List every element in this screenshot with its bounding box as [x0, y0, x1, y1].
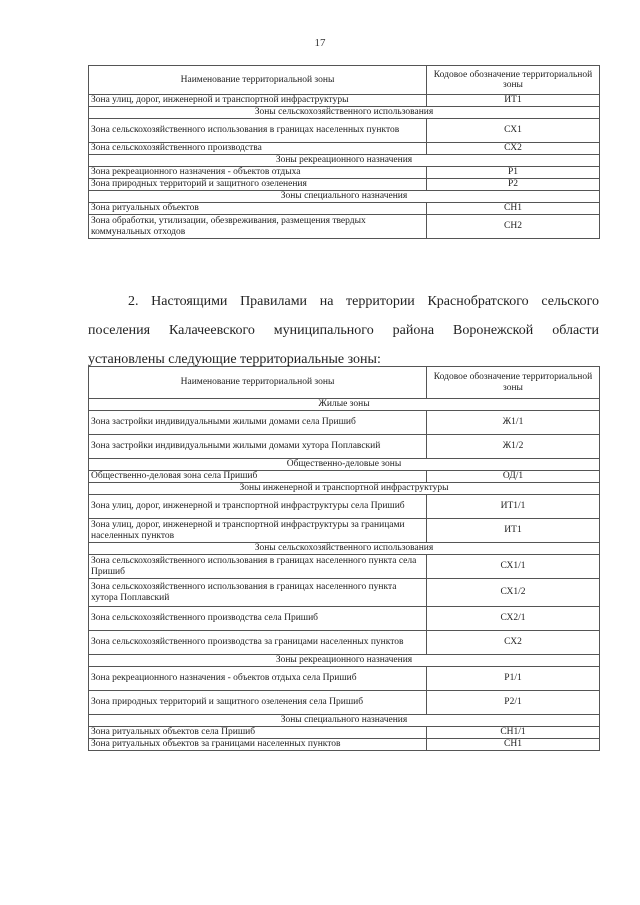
zone-code: Р1 — [427, 167, 600, 179]
zone-name: Зона улиц, дорог, инженерной и транспортной инфраструктуры села Пришиб — [89, 495, 427, 519]
zone-name: Зона сельскохозяйственного использования в границах населенного пункта хутора Поплавский — [89, 579, 427, 607]
zone-name: Зона сельскохозяйственного производства — [89, 143, 427, 155]
table-row — [89, 435, 600, 459]
table-row — [89, 411, 600, 435]
table-row — [89, 555, 600, 579]
zone-code: СН1/1 — [427, 727, 600, 739]
zone-code: СХ2/1 — [427, 607, 600, 631]
section-row — [89, 107, 600, 119]
zone-code: Ж1/2 — [427, 435, 600, 459]
zone-name: Зона ритуальных объектов за границами населенных пунктов — [89, 739, 427, 751]
zone-code: Ж1/1 — [427, 411, 600, 435]
section-title: Зоны сельскохозяйственного использования — [89, 107, 600, 119]
zone-name: Зона сельскохозяйственного производства села Пришиб — [89, 607, 427, 631]
section-title: Зоны специального назначения — [89, 715, 600, 727]
table-row — [89, 691, 600, 715]
section-row — [89, 191, 600, 203]
table-row — [89, 143, 600, 155]
table-header-row — [89, 367, 600, 399]
zone-code: Р2/1 — [427, 691, 600, 715]
zone-name: Зона сельскохозяйственного использования в границах населенного пункта села Пришиб — [89, 555, 427, 579]
section-title: Зоны сельскохозяйственного использования — [89, 543, 600, 555]
table-row — [89, 179, 600, 191]
section-title: Зоны специального назначения — [89, 191, 600, 203]
section-row — [89, 155, 600, 167]
zone-name: Зона улиц, дорог, инженерной и транспортной инфраструктуры за границами населенных пунктов — [89, 519, 427, 543]
page-number: 17 — [314, 37, 326, 49]
zone-code: СХ2 — [427, 631, 600, 655]
zone-code: СХ1 — [427, 119, 600, 143]
zone-name: Зона рекреационного назначения - объектов отдыха села Пришиб — [89, 667, 427, 691]
table-row — [89, 215, 600, 239]
zone-name: Зона ритуальных объектов — [89, 203, 427, 215]
zone-code: ИТ1/1 — [427, 495, 600, 519]
table-row — [89, 739, 600, 751]
section-title: Зоны рекреационного назначения — [89, 655, 600, 667]
table-header-row — [89, 66, 600, 95]
section-title: Общественно-деловые зоны — [89, 459, 600, 471]
zone-name: Зона застройки индивидуальными жилыми домами села Пришиб — [89, 411, 427, 435]
zone-code: Р1/1 — [427, 667, 600, 691]
section-title: Жилые зоны — [89, 399, 600, 411]
header-zone-code: Кодовое обозначение территориальной зоны — [427, 367, 600, 399]
zone-name: Зона застройки индивидуальными жилыми домами хутора Поплавский — [89, 435, 427, 459]
table-row — [89, 727, 600, 739]
section-row — [89, 543, 600, 555]
table-row — [89, 631, 600, 655]
zone-code: СХ1/2 — [427, 579, 600, 607]
zone-code: СХ1/1 — [427, 555, 600, 579]
table-row — [89, 119, 600, 143]
zones-table-2 — [88, 366, 600, 751]
zone-code: СН1 — [427, 203, 600, 215]
header-zone-code: Кодовое обозначение территориальной зоны — [427, 66, 600, 95]
zone-name: Зона улиц, дорог, инженерной и транспортной инфраструктуры — [89, 95, 427, 107]
section-row — [89, 399, 600, 411]
zone-code: СН1 — [427, 739, 600, 751]
table-row — [89, 667, 600, 691]
section-row — [89, 459, 600, 471]
zones-table-1 — [88, 65, 600, 239]
zone-code: СХ2 — [427, 143, 600, 155]
zone-name: Зона обработки, утилизации, обезвреживания, размещения твердых коммунальных отходов — [89, 215, 427, 239]
zone-code: ИТ1 — [427, 95, 600, 107]
table-row — [89, 471, 600, 483]
zone-name: Зона ритуальных объектов села Пришиб — [89, 727, 427, 739]
section-row — [89, 483, 600, 495]
section-row — [89, 715, 600, 727]
table-row — [89, 519, 600, 543]
zone-name: Общественно-деловая зона села Пришиб — [89, 471, 427, 483]
header-zone-name: Наименование территориальной зоны — [89, 367, 427, 399]
header-zone-name: Наименование территориальной зоны — [89, 66, 427, 95]
zone-code: ИТ1 — [427, 519, 600, 543]
section-title: Зоны рекреационного назначения — [89, 155, 600, 167]
zone-name: Зона природных территорий и защитного озеленения — [89, 179, 427, 191]
table-row — [89, 607, 600, 631]
zone-name: Зона сельскохозяйственного использования в границах населенных пунктов — [89, 119, 427, 143]
section-row — [89, 655, 600, 667]
table-row — [89, 203, 600, 215]
table-row — [89, 579, 600, 607]
zone-code: Р2 — [427, 179, 600, 191]
table-row — [89, 167, 600, 179]
zone-name: Зона природных территорий и защитного озеленения села Пришиб — [89, 691, 427, 715]
zone-code: ОД/1 — [427, 471, 600, 483]
zone-code: СН2 — [427, 215, 600, 239]
table-row — [89, 495, 600, 519]
zone-name: Зона рекреационного назначения - объектов отдыха — [89, 167, 427, 179]
section-title: Зоны инженерной и транспортной инфраструктуры — [89, 483, 600, 495]
zone-name: Зона сельскохозяйственного производства за границами населенных пунктов — [89, 631, 427, 655]
body-paragraph: 2. Настоящими Правилами на территории Краснобратского сельского поселения Калачеевского муниципального района Воронежской области установлены следующие территориальные зоны: — [88, 294, 599, 367]
table-row — [89, 95, 600, 107]
